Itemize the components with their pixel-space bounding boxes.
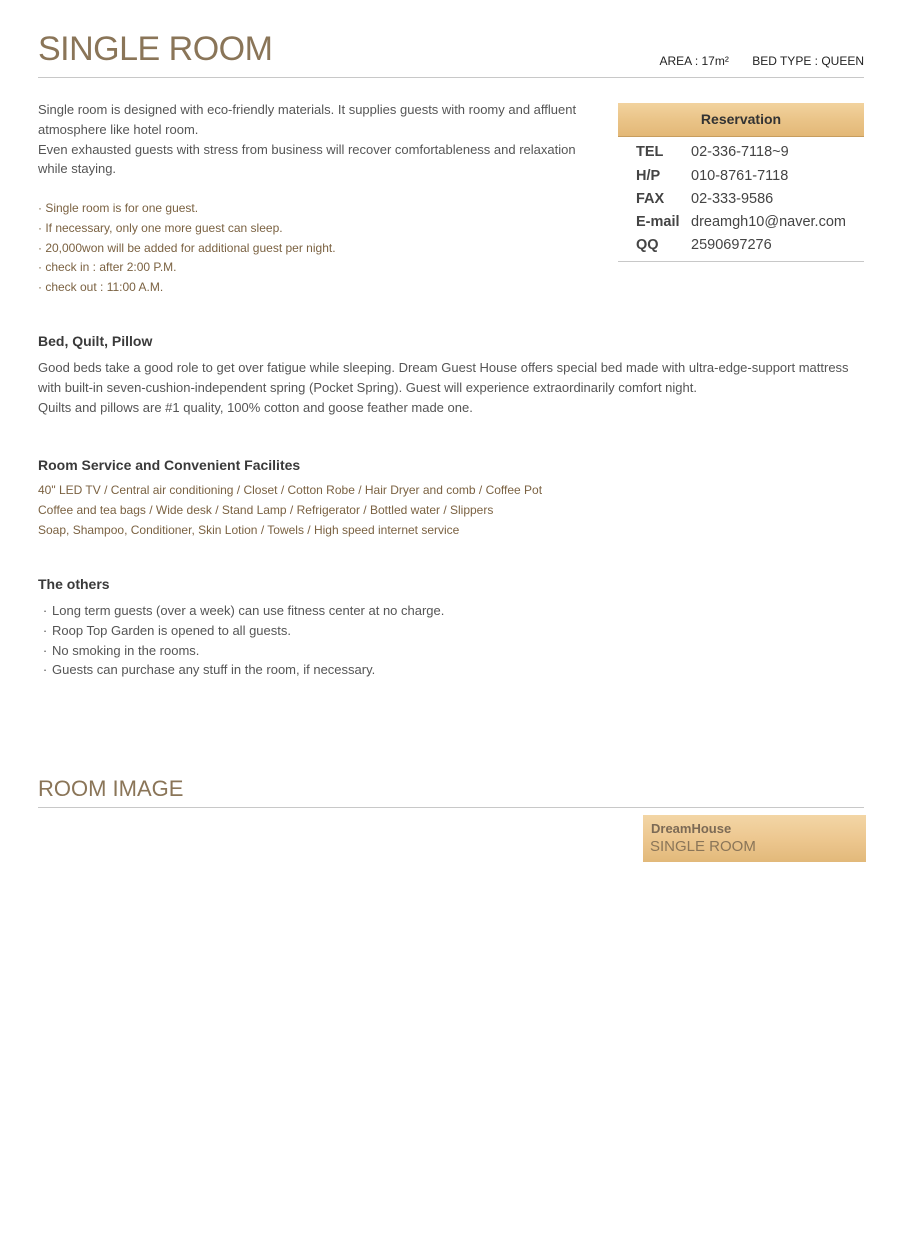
section-title-others: The others — [38, 576, 110, 592]
list-item: · Single room is for one guest. — [38, 201, 199, 215]
brand-name: DreamHouse — [651, 821, 732, 836]
bed-text — [38, 358, 864, 417]
others-list — [38, 601, 864, 680]
section-title-services: Room Service and Convenient Facilites — [38, 457, 301, 473]
dreamhouse-room-label — [643, 815, 866, 862]
list-item: · check out : 11:00 A.M. — [38, 280, 164, 295]
list-item: 40" LED TV / Central air conditioning / Closet / Cotton Robe / Hair Dryer and comb / Coffee Pot — [38, 483, 543, 497]
bullet-icon: · — [42, 622, 48, 638]
reservation-value: 2590697276 — [691, 237, 772, 253]
list-item: · check in : after 2:00 P.M. — [38, 260, 177, 275]
reservation-key: H/P — [636, 168, 661, 184]
list-item: · No smoking in the rooms. — [38, 641, 864, 661]
list-item: · If necessary, only one more guest can sleep. — [38, 220, 283, 235]
reservation-title: Reservation — [618, 103, 864, 137]
reservation-row-tel — [636, 144, 789, 160]
list-item: Soap, Shampoo, Conditioner, Skin Lotion / Towels / High speed internet service — [38, 522, 460, 537]
intro-text — [38, 100, 583, 179]
section-title-bed: Bed, Quilt, Pillow — [38, 333, 153, 349]
room-bed-type: BED TYPE : QUEEN — [752, 54, 864, 68]
reservation-key: TEL — [636, 144, 664, 160]
room-specs — [639, 54, 864, 68]
intro-paragraph: Even exhausted guests with stress from business will recover comfortableness and relaxation while staying. — [38, 141, 576, 177]
services-list — [38, 481, 864, 540]
reservation-row-fax — [636, 191, 773, 207]
page-title: SINGLE ROOM — [38, 30, 273, 68]
section-title-room-image: ROOM IMAGE — [38, 776, 184, 801]
room-area: AREA : 17m² — [659, 54, 729, 68]
bed-paragraph: Quilts and pillows are #1 quality, 100% cotton and goose feather made one. — [38, 399, 473, 415]
intro-paragraph: Single room is designed with eco-friendly materials. It supplies guests with roomy and affluent atmosphere like hotel room. — [38, 102, 577, 137]
list-item: · Guests can purchase any stuff in the room, if necessary. — [38, 660, 864, 680]
reservation-key: E-mail — [636, 214, 680, 230]
room-name: SINGLE ROOM — [650, 838, 756, 855]
reservation-value: 02-333-9586 — [691, 191, 774, 207]
reservation-email-link[interactable]: dreamgh10@naver.com — [691, 214, 846, 230]
bullet-icon: · — [42, 642, 48, 658]
header-divider — [38, 77, 864, 78]
reservation-value: 02-336-7118~9 — [691, 144, 789, 160]
reservation-key: FAX — [636, 191, 665, 207]
reservation-box — [618, 103, 864, 262]
bullet-icon: · — [42, 603, 48, 618]
reservation-row-hp — [636, 168, 788, 184]
bed-paragraph: Good beds take a good role to get over fatigue while sleeping. Dream Guest House offers special bed made with ultra-edge-support mattress with built-in seven-cushion-independent spring (Pocket Spring). Guest will experience extraordinarily comfort night. — [38, 360, 849, 395]
reservation-row-email — [636, 214, 846, 230]
list-item: · Long term guests (over a week) can use fitness center at no charge. — [38, 601, 864, 621]
list-item: · Roop Top Garden is opened to all guests. — [38, 621, 864, 641]
list-item: Coffee and tea bags / Wide desk / Stand Lamp / Refrigerator / Bottled water / Slippers — [38, 502, 494, 517]
reservation-value: 010-8761-7118 — [691, 168, 789, 184]
reservation-row-qq — [636, 237, 772, 253]
room-rules-list — [38, 199, 598, 298]
reservation-key: QQ — [636, 237, 659, 253]
room-image-divider — [38, 807, 864, 808]
bullet-icon: · — [42, 662, 48, 678]
list-item: · 20,000won will be added for additional guest per night. — [38, 240, 336, 255]
